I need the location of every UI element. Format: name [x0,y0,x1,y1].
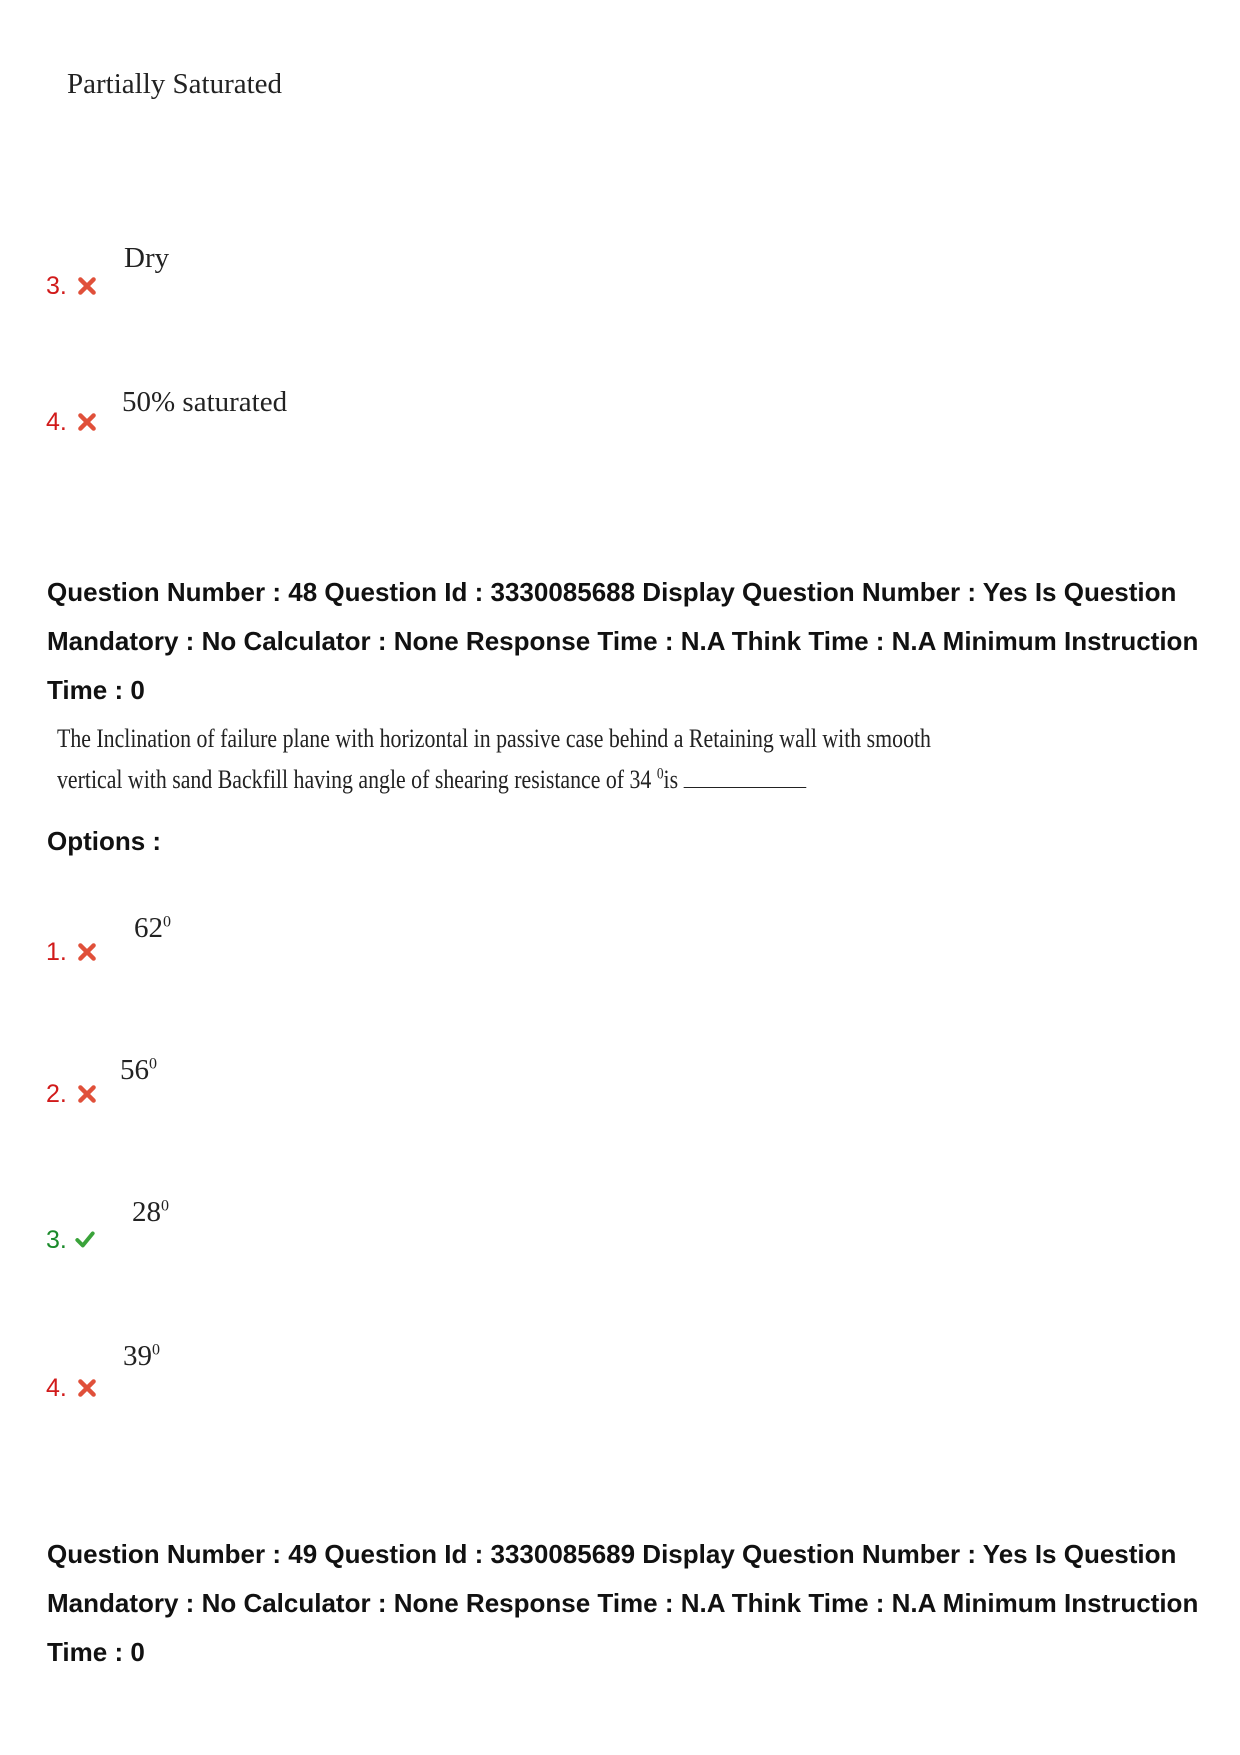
option-row [46,272,98,301]
question-49-header: Question Number : 49 Question Id : 3330085689 Display Question Number : Yes Is Question Mandatory : No Calculator : None Response Time : N.A Think Time : N.A Minimum Instruction Time : 0 [47,1539,1199,1667]
question-text-line-1: The Inclination of failure plane with horizontal in passive case behind a Retaining wall with smooth [57,724,931,753]
check-icon [74,1229,96,1251]
option-row [46,1374,98,1403]
option-number: 3. [46,1226,67,1254]
question-text-line-2-end: is [663,765,679,794]
option-row [46,1226,96,1255]
option-value: 39 [123,1340,152,1372]
cross-icon [76,1377,98,1399]
option-row [46,938,98,967]
option-text-50-saturated: 50% saturated [122,386,288,418]
degree-superscript: 0 [656,765,664,783]
option-row [46,1080,98,1109]
cross-icon [76,275,98,297]
option-value: 62 [134,912,163,944]
question-48-header: Question Number : 48 Question Id : 3330085688 Display Question Number : Yes Is Question Mandatory : No Calculator : None Response Time : N.A Think Time : N.A Minimum Instruction Time : 0 [47,577,1199,705]
option-text-partially-saturated: Partially Saturated [67,68,283,100]
option-number: 4. [46,408,67,436]
option-row [46,408,98,437]
option-value-28 [132,1196,169,1229]
option-text-dry: Dry [124,242,170,274]
options-label: Options : [47,826,162,856]
option-value-62 [134,912,171,945]
option-number: 4. [46,1374,67,1402]
option-number: 1. [46,938,67,966]
option-value: 56 [120,1054,149,1086]
degree-superscript: 0 [161,1197,169,1215]
cross-icon [76,411,98,433]
option-value-56 [120,1054,157,1087]
option-number: 3. [46,272,67,300]
degree-superscript: 0 [149,1055,157,1073]
option-value: 28 [132,1196,161,1228]
cross-icon [76,1083,98,1105]
option-value-39 [123,1340,160,1373]
question-48-text [57,718,931,800]
question-text-line-2-start: vertical with sand Backfill having angle of shearing resistance of 34 [57,765,652,794]
cross-icon [76,941,98,963]
option-number: 2. [46,1080,67,1108]
answer-blank [684,767,807,788]
degree-superscript: 0 [152,1341,160,1359]
degree-superscript: 0 [163,913,171,931]
question-text-line-2 [57,759,931,800]
